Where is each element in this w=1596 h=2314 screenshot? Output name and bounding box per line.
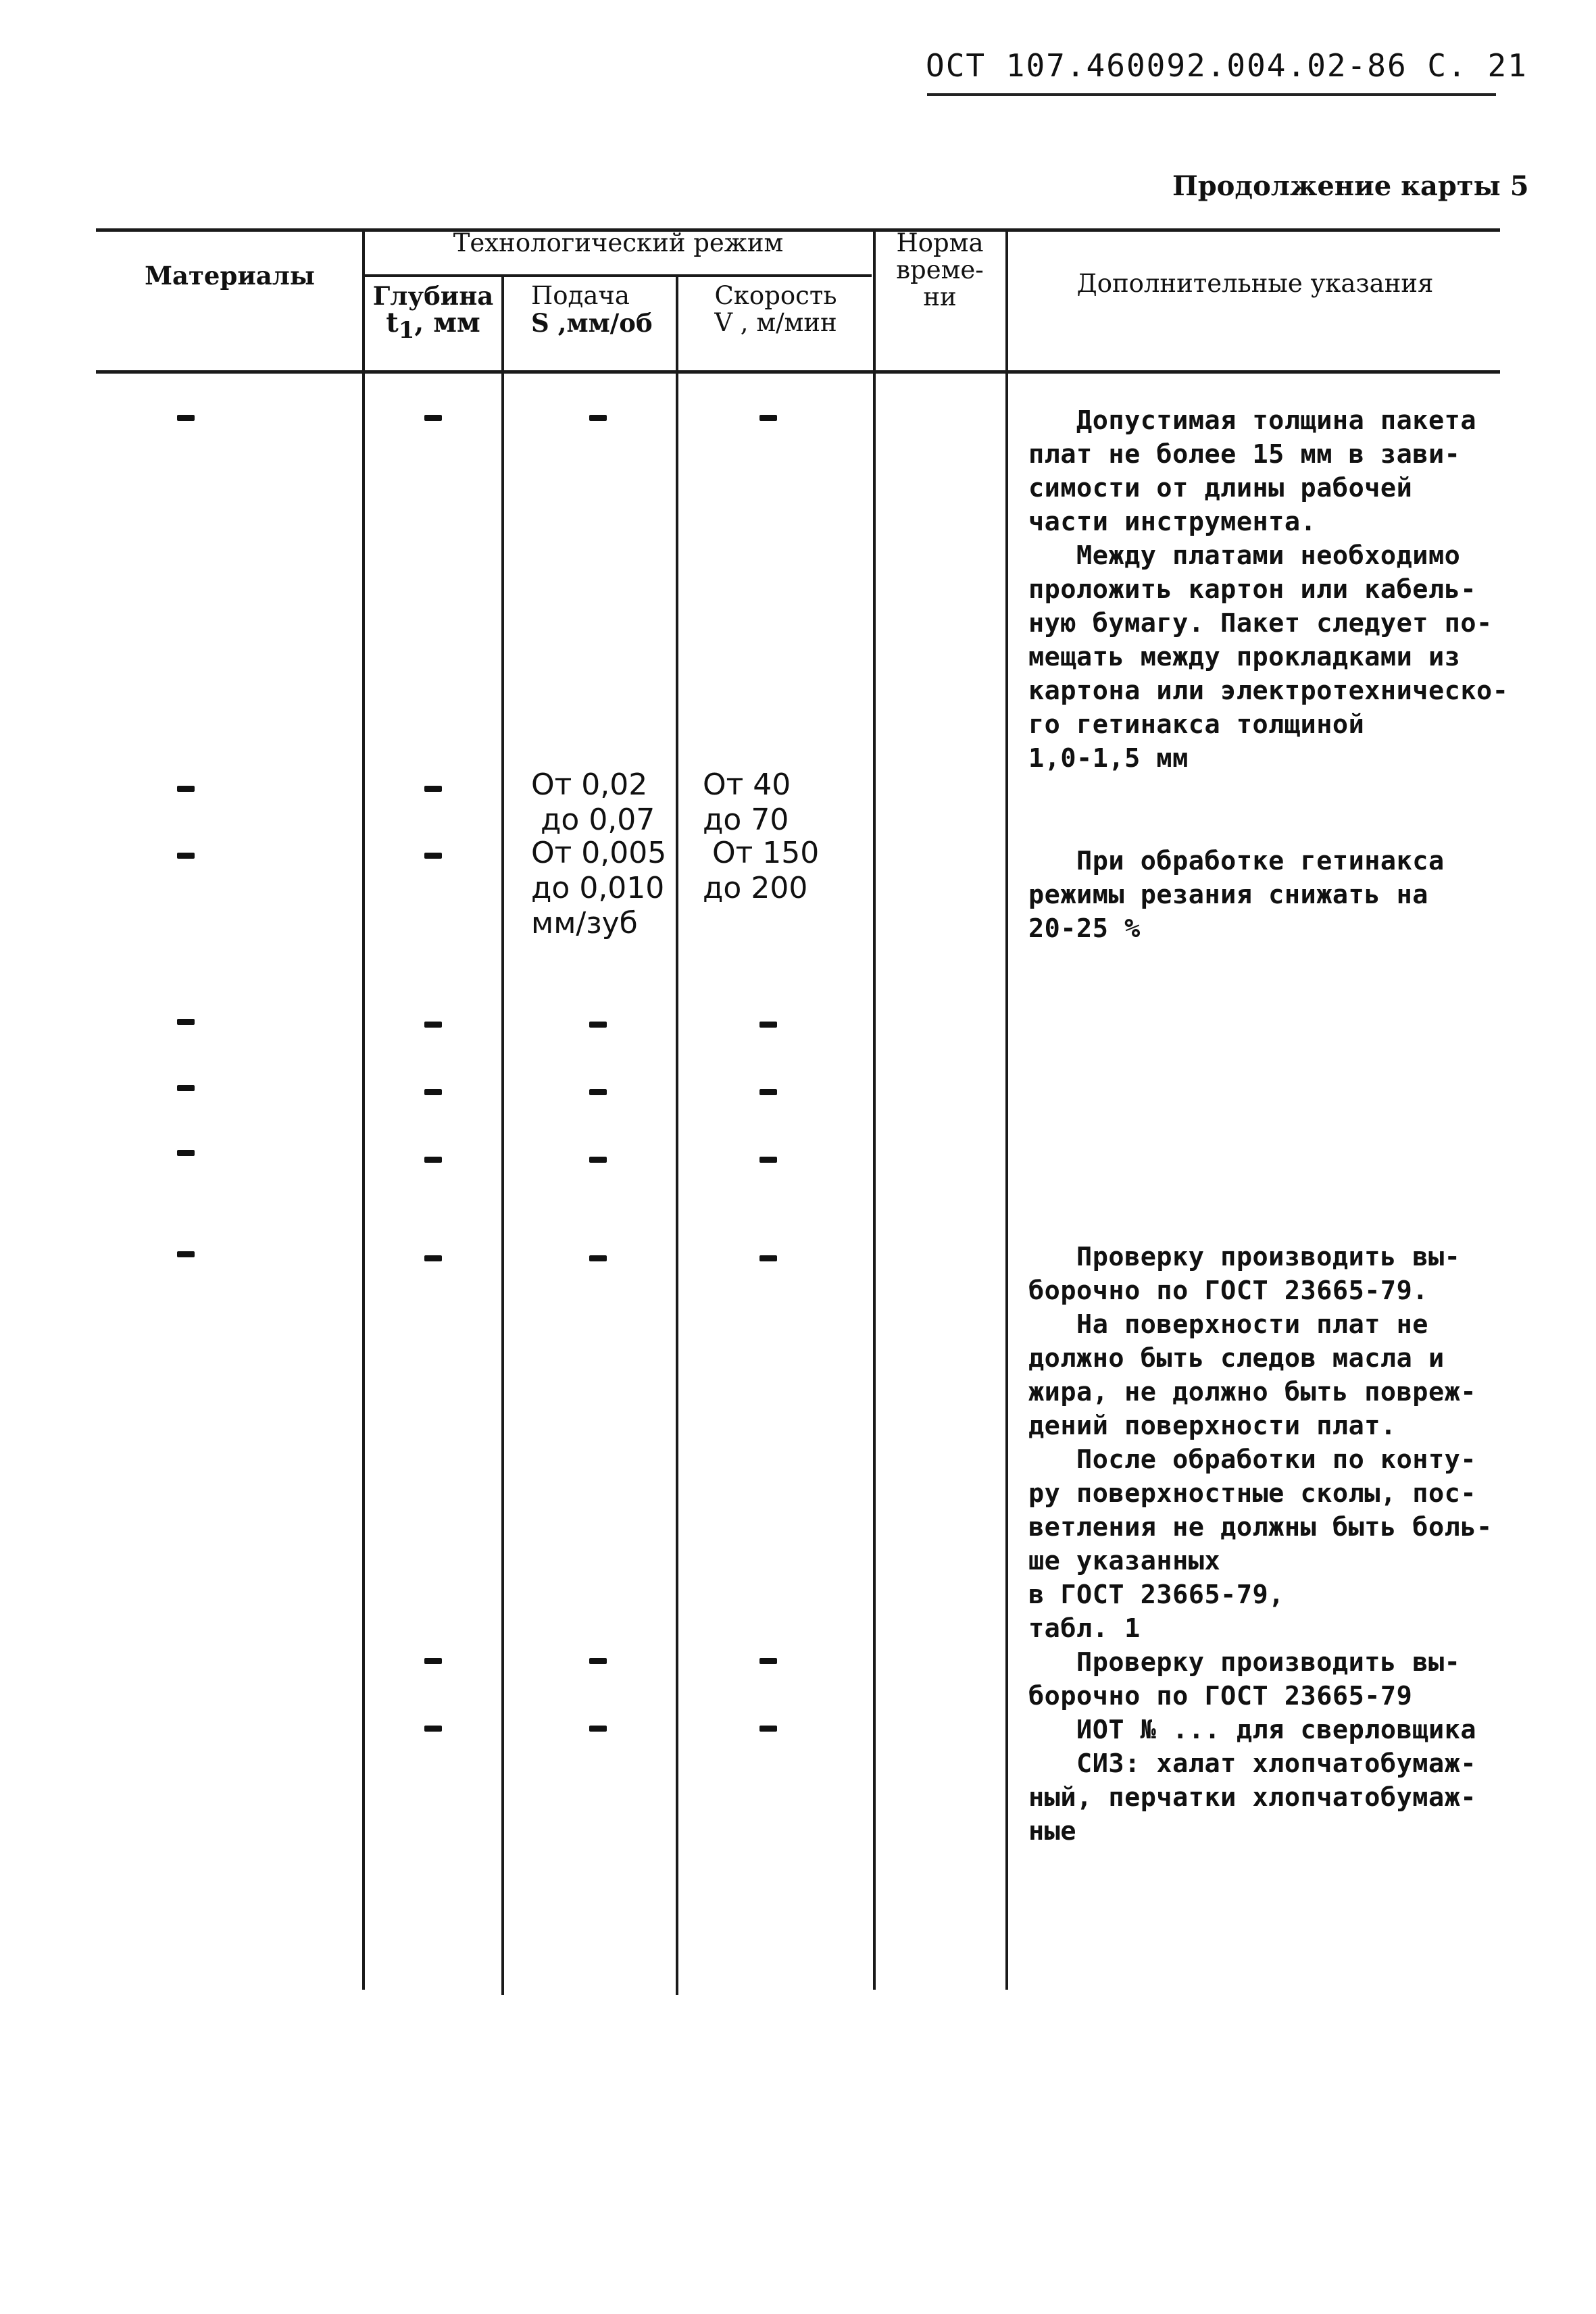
row7-speed-dash bbox=[759, 1255, 777, 1261]
row3-note: При обработке гетинакса режимы резания снижать на 20-25 % bbox=[1028, 846, 1445, 944]
row4-depth-dash bbox=[424, 1022, 442, 1028]
header-depth bbox=[366, 282, 500, 344]
row1-materials-dash bbox=[177, 415, 195, 421]
header-speed bbox=[680, 282, 872, 336]
row2-speed-value: От 40 до 70 bbox=[703, 768, 791, 837]
column-divider-1 bbox=[362, 230, 365, 1990]
row9-speed-dash bbox=[759, 1726, 777, 1732]
tech-mode-subrule bbox=[365, 274, 872, 277]
header-feed-unit: S ,мм/об bbox=[531, 308, 653, 338]
header-feed-title: Подача bbox=[531, 281, 630, 310]
row7-note: Проверку производить вы- борочно по ГОСТ 23665-79. На поверхности плат не должно быть следов масла и жира, не должно быть повреж- дений поверхности плат. После обработки по конту- ру поверхностные сколы, пос- ветления не должны быть боль- ше указанных в ГОСТ 23665-79, табл. 1 Проверку производить вы- борочно по ГОСТ 23665-79 ИОТ № ... для сверловщика СИЗ: халат хлопчатобумаж- ный, перчатки хлопчатобумаж- ные bbox=[1028, 1242, 1493, 1846]
header-tech-mode: Технологический режим bbox=[453, 228, 784, 257]
row6-depth-dash bbox=[424, 1157, 442, 1163]
row4-materials-dash bbox=[177, 1019, 195, 1025]
header-time-norm-line1: Норма bbox=[896, 228, 984, 257]
row3-depth-dash bbox=[424, 853, 442, 859]
row8-feed-dash bbox=[589, 1658, 607, 1664]
row2-depth-dash bbox=[424, 786, 442, 792]
row7-feed-dash bbox=[589, 1255, 607, 1261]
header-speed-title: Скорость bbox=[714, 281, 837, 310]
header-bottom-rule bbox=[96, 370, 1500, 374]
row5-speed-dash bbox=[759, 1089, 777, 1095]
row6-speed-dash bbox=[759, 1157, 777, 1163]
row6-feed-dash bbox=[589, 1157, 607, 1163]
row8-depth-dash bbox=[424, 1658, 442, 1664]
header-depth-subscript: 1 bbox=[398, 317, 415, 344]
row1-depth-dash bbox=[424, 415, 442, 421]
row4-speed-dash bbox=[759, 1022, 777, 1028]
row5-depth-dash bbox=[424, 1089, 442, 1095]
row2-feed-value: От 0,02 до 0,07 bbox=[531, 768, 655, 837]
header-feed bbox=[505, 282, 674, 336]
header-materials: Материалы bbox=[145, 261, 315, 291]
header-time-norm-line2: време- bbox=[896, 255, 984, 284]
continuation-label: Продолжение карты 5 bbox=[1172, 170, 1529, 202]
row1-note: Допустимая толщина пакета плат не более 15 мм в зави- симости от длины рабочей части инструмента. Между платами необходимо проложить картон или кабель- ную бумагу. Пакет следует по- мещать между прокладками из картона или электротехническо- го гетинакса толщиной 1,0-1,5 мм bbox=[1028, 405, 1509, 774]
row2-materials-dash bbox=[177, 786, 195, 792]
row1-feed-dash bbox=[589, 415, 607, 421]
row4-feed-dash bbox=[589, 1022, 607, 1028]
header-time-norm bbox=[876, 230, 1004, 311]
column-divider-4 bbox=[873, 230, 876, 1990]
header-notes: Дополнительные указания bbox=[1076, 269, 1434, 298]
column-divider-2 bbox=[501, 276, 504, 1995]
row5-materials-dash bbox=[177, 1085, 195, 1091]
header-time-norm-line3: ни bbox=[923, 282, 957, 311]
row9-depth-dash bbox=[424, 1726, 442, 1732]
column-divider-5 bbox=[1005, 230, 1008, 1990]
row5-feed-dash bbox=[589, 1089, 607, 1095]
row3-materials-dash bbox=[177, 853, 195, 859]
header-rule bbox=[927, 93, 1496, 96]
row6-materials-dash bbox=[177, 1150, 195, 1156]
header-depth-unit-text: , мм bbox=[414, 307, 480, 338]
column-divider-3 bbox=[676, 276, 678, 1995]
row7-materials-dash bbox=[177, 1251, 195, 1257]
row3-feed-value: От 0,005 до 0,010 мм/зуб bbox=[531, 836, 667, 940]
row7-depth-dash bbox=[424, 1255, 442, 1261]
header-depth-unit bbox=[366, 309, 500, 344]
header-speed-unit: V , м/мин bbox=[714, 308, 837, 337]
row9-feed-dash bbox=[589, 1726, 607, 1732]
row8-speed-dash bbox=[759, 1658, 777, 1664]
row1-speed-dash bbox=[759, 415, 777, 421]
header-depth-symbol: t bbox=[386, 307, 399, 338]
document-number: ОСТ 107.460092.004.02-86 С. 21 bbox=[926, 47, 1528, 84]
row3-speed-value: От 150 до 200 bbox=[703, 836, 820, 905]
header-depth-title: Глубина bbox=[372, 281, 494, 311]
